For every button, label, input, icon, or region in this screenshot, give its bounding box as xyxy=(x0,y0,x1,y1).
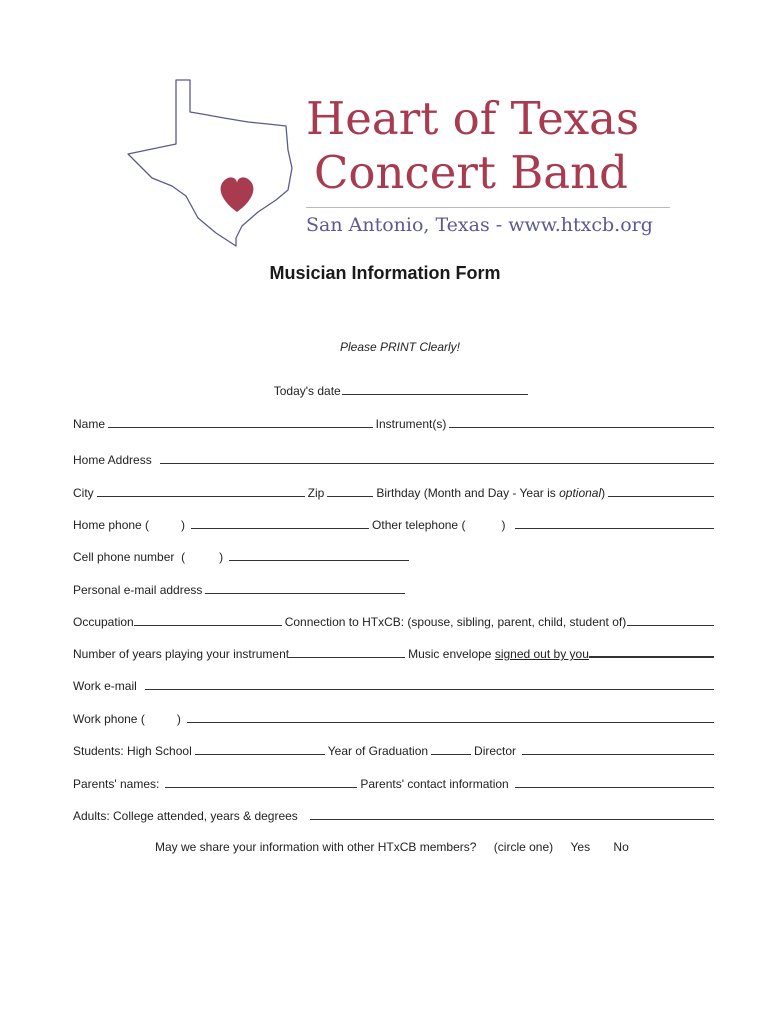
parents-names-blank[interactable] xyxy=(165,777,357,788)
director-label: Director xyxy=(474,744,517,758)
email-blank[interactable] xyxy=(205,583,405,594)
college-blank[interactable] xyxy=(310,809,714,820)
email-label: Personal e-mail address xyxy=(73,583,203,597)
name-blank[interactable] xyxy=(108,417,373,428)
home-phone-row xyxy=(73,517,717,533)
parents-names-label: Parents' names: xyxy=(73,777,160,791)
form-title: Musician Information Form xyxy=(269,263,501,283)
cell-phone-row xyxy=(73,549,717,565)
brand-name-line-2: Concert Band xyxy=(314,146,628,199)
work-phone-row xyxy=(73,711,717,727)
other-phone-open: Other telephone ( xyxy=(372,518,466,532)
city-row xyxy=(73,485,717,501)
brand-divider xyxy=(306,207,670,208)
cell-phone-close: ) xyxy=(219,550,224,564)
college-row xyxy=(73,808,717,824)
other-phone-blank[interactable] xyxy=(515,518,714,529)
date-blank[interactable] xyxy=(342,384,528,395)
graduation-blank[interactable] xyxy=(431,744,471,755)
birthday-label-suffix: ) xyxy=(601,486,606,500)
years-playing-row xyxy=(73,646,717,662)
share-question: May we share your information with other HTxCB members? xyxy=(155,840,477,854)
other-phone-close: ) xyxy=(501,518,506,532)
home-address-label: Home Address xyxy=(73,453,152,467)
work-phone-open: Work phone ( xyxy=(73,712,145,726)
envelope-label-prefix: Music envelope xyxy=(408,647,495,661)
parents-row xyxy=(73,776,717,792)
city-blank[interactable] xyxy=(97,486,305,497)
occupation-label: Occupation xyxy=(73,615,134,629)
college-label: Adults: College attended, years & degrees xyxy=(73,809,298,823)
occupation-blank[interactable] xyxy=(134,615,282,626)
high-school-row xyxy=(73,743,717,759)
envelope-blank[interactable] xyxy=(589,646,714,658)
instruments-blank[interactable] xyxy=(449,417,714,428)
share-info-row xyxy=(155,840,629,854)
birthday-optional-label: optional xyxy=(559,486,602,500)
name-row xyxy=(73,416,717,432)
birthday-blank[interactable] xyxy=(608,486,714,497)
zip-label: Zip xyxy=(307,486,325,500)
work-email-row xyxy=(73,678,717,694)
heart-icon xyxy=(221,177,254,212)
work-phone-blank[interactable] xyxy=(187,712,714,723)
home-address-row xyxy=(73,452,717,468)
home-phone-open: Home phone ( xyxy=(73,518,150,532)
director-blank[interactable] xyxy=(522,744,714,755)
birthday-label-prefix: Birthday (Month and Day - Year is xyxy=(376,486,560,500)
name-label: Name xyxy=(73,417,106,431)
instruments-label: Instrument(s) xyxy=(375,417,447,431)
years-playing-blank[interactable] xyxy=(289,647,405,658)
graduation-label: Year of Graduation xyxy=(327,744,429,758)
years-playing-label: Number of years playing your instrument xyxy=(73,647,290,661)
high-school-blank[interactable] xyxy=(195,744,325,755)
occupation-row xyxy=(73,614,717,630)
share-yes-option[interactable]: Yes xyxy=(570,840,591,854)
home-phone-close: ) xyxy=(181,518,186,532)
home-phone-blank[interactable] xyxy=(191,518,369,529)
date-label: Today's date xyxy=(273,384,341,398)
work-phone-close: ) xyxy=(176,712,181,726)
cell-phone-blank[interactable] xyxy=(229,550,409,561)
connection-blank[interactable] xyxy=(627,615,714,626)
date-row xyxy=(0,370,770,398)
cell-phone-open: Cell phone number ( xyxy=(73,550,186,564)
home-address-blank[interactable] xyxy=(160,453,714,464)
parents-contact-blank[interactable] xyxy=(515,777,714,788)
work-email-label: Work e-mail xyxy=(73,679,137,693)
letterhead xyxy=(120,72,680,252)
brand-tagline: San Antonio, Texas - www.htxcb.org xyxy=(306,214,653,236)
brand-name-line-1: Heart of Texas xyxy=(306,92,640,145)
share-no-option[interactable]: No xyxy=(613,840,629,854)
texas-map-icon xyxy=(124,78,294,248)
connection-label: Connection to HTxCB: (spouse, sibling, parent, child, student of) xyxy=(284,615,627,629)
email-row xyxy=(73,582,717,598)
share-instruction: (circle one) xyxy=(493,840,554,854)
high-school-label: Students: High School xyxy=(73,744,192,758)
envelope-signed-out-label: signed out by you xyxy=(494,647,589,661)
zip-blank[interactable] xyxy=(327,486,373,497)
city-label: City xyxy=(73,486,94,500)
work-email-blank[interactable] xyxy=(145,679,714,690)
parents-contact-label: Parents' contact information xyxy=(360,777,509,791)
print-note: Please PRINT Clearly! xyxy=(339,340,461,354)
